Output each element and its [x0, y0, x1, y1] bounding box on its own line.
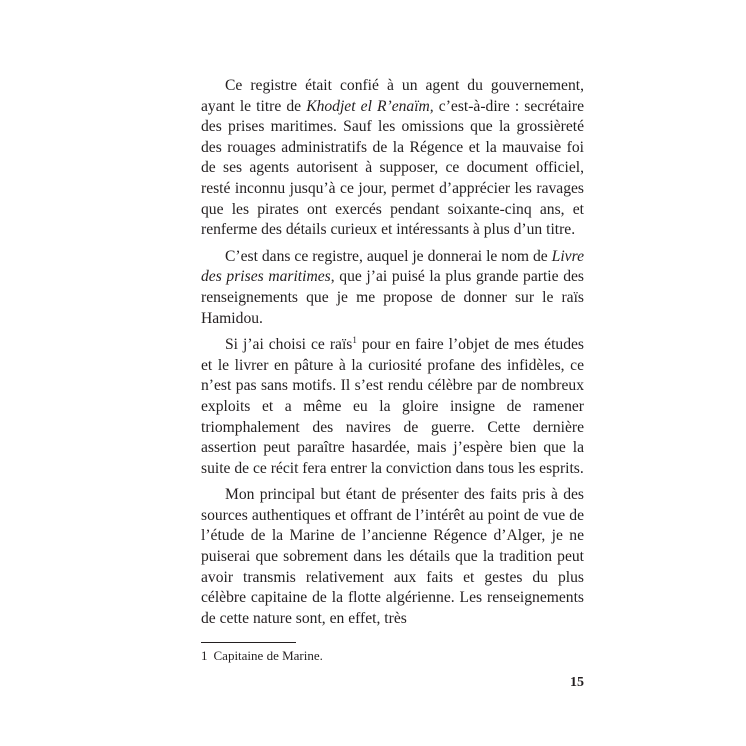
- footnote-reference: 1: [352, 335, 357, 346]
- paragraph: [201, 247, 584, 329]
- footnote-number: 1: [201, 648, 208, 663]
- text-run: C’est dans ce registre, auquel je donnerai le nom de: [225, 247, 552, 265]
- paragraph: [201, 485, 584, 629]
- text-run: Mon principal but étant de présenter des faits pris à des sources authentiques et offrant de l’intérêt au point de vue de l’étude de la Marine de l’ancienne Régence d’Alger, je ne puiserai que sobrement dans les détails que la tradition peut avoir transmis relativement aux faits et gestes du plus célèbre capitaine de la flotte algérienne. Les renseignements de cette nature sont, en effet, très: [201, 486, 584, 627]
- paragraph: [201, 335, 584, 479]
- footnote-text: Capitaine de Marine.: [213, 648, 323, 663]
- italic-phrase: Livre des prises maritimes: [201, 247, 584, 286]
- footnote-divider: [201, 642, 296, 643]
- page-number: 15: [570, 675, 584, 690]
- text-run: pour en faire l’objet de mes études et le livrer en pâture à la curiosité profane des infidèles, ce n’est pas sans motifs. Il s’est rendu célèbre par de nombreux exploits et a même eu la gloire insigne de ramener triomphalement des navires de guerre. Cette dernière assertion peut paraître hasardée, mais j’espère bien que la suite de ce récit fera entrer la conviction dans tous les esprits.: [201, 336, 585, 477]
- text-run: , que j’ai puisé la plus grande partie des renseignements que je me propose de donner sur le raïs Hamidou.: [201, 268, 584, 327]
- italic-phrase: Khodjet el R’enaïm,: [306, 97, 434, 115]
- body-text: [201, 76, 584, 629]
- text-run: Si j’ai choisi ce raïs: [225, 336, 353, 354]
- text-run: Ce registre était confié à un agent du gouvernement, ayant le titre de: [201, 77, 584, 115]
- text-run: c’est-à-dire : secrétaire des prises maritimes. Sauf les omissions que la grossièreté des rouages administratifs de la Régence et la mauvaise foi de ses agents autorisent à supposer, ce document officiel, resté inconnu jusqu’à ce jour, permet d’apprécier les ravages que les pirates ont exercés pendant soixante-cinq ans, et renferme des détails curieux et intéressants à plus d’un titre.: [201, 97, 585, 239]
- paragraph: [201, 76, 584, 241]
- footnote: [201, 648, 323, 664]
